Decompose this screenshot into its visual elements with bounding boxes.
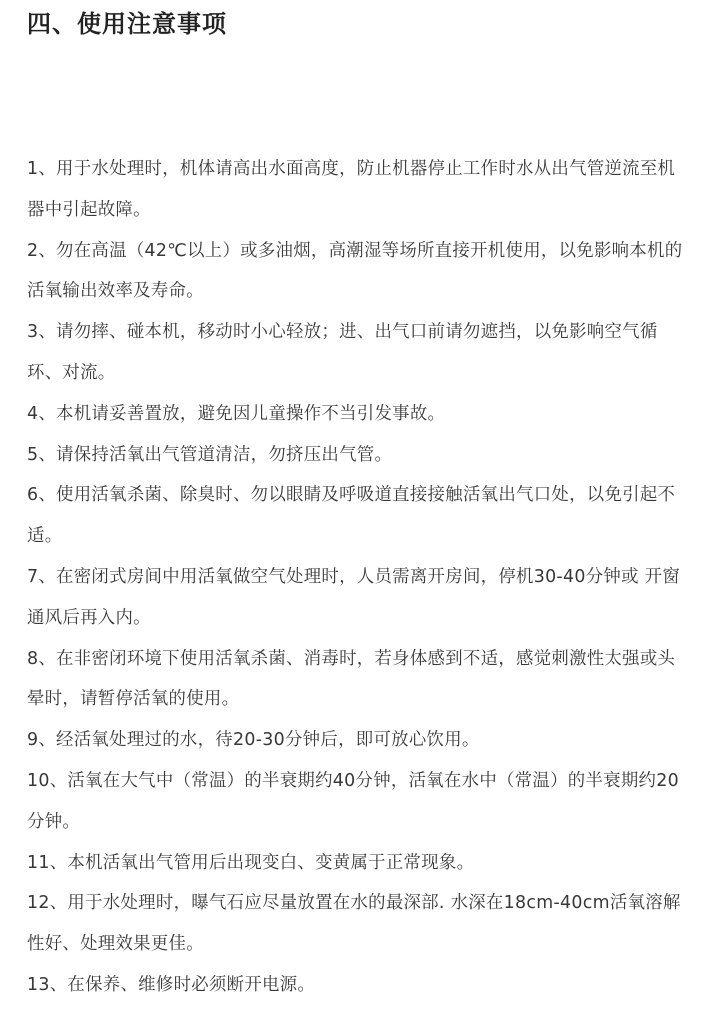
note-item-8: 8、在非密闭环境下使用活氧杀菌、消毒时，若身体感到不适，感觉刺激性太强或头晕时，请暂停活氧的使用。 [27, 648, 676, 710]
note-item-7: 7、在密闭式房间中用活氧做空气处理时，人员需离开房间，停机30-40分钟或 开窗通风后再入内。 [27, 566, 681, 628]
note-item-2: 2、勿在高温（42℃以上）或多油烟，高潮湿等场所直接开机使用，以免影响本机的活氧输出效率及寿命。 [27, 240, 683, 302]
note-item-6: 6、使用活氧杀菌、除臭时、勿以眼睛及呼吸道直接接触活氧出气口处，以免引起不适。 [27, 485, 676, 547]
page-title: 四、使用注意事项 [27, 10, 227, 38]
note-item-13: 13、在保养、维修时必须断开电源。 [27, 974, 316, 995]
note-item-4: 4、本机请妥善置放，避免因儿童操作不当引发事故。 [27, 403, 446, 424]
note-item-10: 10、活氧在大气中（常温）的半衰期约40分钟，活氧在水中（常温）的半衰期约20分钟。 [27, 770, 679, 832]
note-item-5: 5、请保持活氧出气管道清洁，勿挤压出气管。 [27, 444, 393, 465]
note-item-1: 1、用于水处理时，机体请高出水面高度，防止机器停止工作时水从出气管逆流至机器中引起故障。 [27, 159, 676, 220]
note-item-12: 12、用于水处理时，曝气石应尽量放置在水的最深部. 水深在18cm-40cm活氧溶解性好、处理效果更佳。 [27, 893, 681, 955]
note-item-11: 11、本机活氧出气管用后出现变白、变黄属于正常现象。 [27, 852, 475, 873]
notes-list [27, 149, 692, 1006]
note-item-3: 3、请勿摔、碰本机，移动时小心轻放；进、出气口前请勿遮挡，以免影响空气循环、对流。 [27, 322, 658, 383]
note-item-9: 9、经活氧处理过的水，待20-30分钟后，即可放心饮用。 [27, 730, 480, 751]
